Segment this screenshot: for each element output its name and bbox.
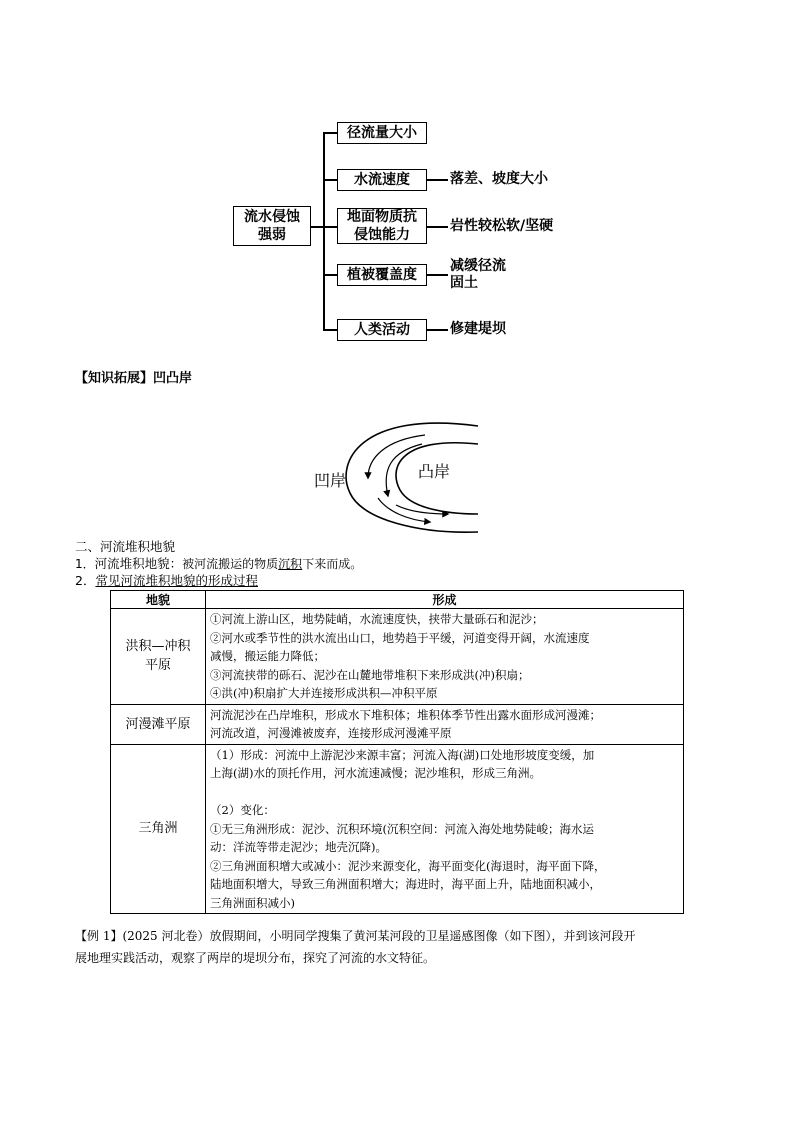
flow-arrow <box>386 444 422 496</box>
connector-line <box>323 179 337 181</box>
formation-table <box>110 590 684 914</box>
formation-line: 动：洋流等带走泥沙；地壳沉降)。 <box>210 840 387 854</box>
table-row <box>111 609 684 705</box>
table-row <box>111 704 684 744</box>
landform-cell <box>111 744 206 914</box>
bank-figure <box>300 408 500 538</box>
convex-label: 凸岸 <box>418 462 451 481</box>
item-underlined: 沉积 <box>278 557 303 571</box>
root-line-1: 流水侵蚀 <box>244 209 300 225</box>
item-number: 2． <box>75 573 96 588</box>
example-question <box>75 925 636 969</box>
factor-box-human <box>337 319 427 341</box>
section-title: 二、河流堆积地貌 <box>75 539 176 554</box>
item-number: 1． <box>75 557 95 571</box>
formation-line: 河流改道，河漫滩被废弃，连接形成河漫滩平原 <box>210 726 452 740</box>
knowledge-heading: 【知识拓展】凹凸岸 <box>75 371 193 386</box>
root-line-2: 强弱 <box>258 227 286 243</box>
formation-line: ④洪(冲)积扇扩大并连接形成洪积—冲积平原 <box>210 686 438 700</box>
landform-name: 河漫滩平原 <box>125 716 191 732</box>
landform-name: 三角洲 <box>138 821 178 837</box>
formation-line: 减慢，搬运能力降低； <box>210 649 325 663</box>
formation-line: ②三角洲面积增大或减小：泥沙来源变化，海平面变化(海退时，海平面下降， <box>210 858 606 873</box>
effect-label: 修建堤坝 <box>450 321 506 337</box>
item-1 <box>75 555 362 573</box>
formation-line: 上海(湖)水的顶托作用，河水流速减慢；泥沙堆积，形成三角洲。 <box>210 766 541 780</box>
item-text: 下来而成。 <box>302 557 363 571</box>
formation-line: 河流泥沙在凸岸堆积，形成水下堆积体；堆积体季节性出露水面形成河漫滩； <box>210 707 601 722</box>
connector-line <box>323 132 325 330</box>
connector-line <box>323 226 337 228</box>
effect-label: 落差、坡度大小 <box>450 171 548 187</box>
formation-line: 陆地面积增大，导致三角洲面积增大；海进时，海平面上升，陆地面积减小， <box>210 877 601 891</box>
connector-line <box>427 226 448 228</box>
factor-box-speed <box>337 169 427 191</box>
effect-speed <box>450 171 548 188</box>
column-header-landform: 地貌 <box>111 591 206 609</box>
effect-label: 岩性较松软/坚硬 <box>450 218 554 234</box>
formation-line <box>210 783 679 802</box>
factor-label: 地面物质抗 <box>347 209 417 225</box>
factor-box-resistance <box>337 208 427 244</box>
factor-label: 人类活动 <box>354 322 410 338</box>
item-text: 被河流搬运的物质 <box>182 557 279 571</box>
table-row <box>111 744 684 914</box>
landform-name: 洪积—冲积 <box>125 639 191 655</box>
effect-resistance <box>450 218 553 235</box>
item-label: 河流堆积地貌： <box>94 556 183 571</box>
effect-human <box>450 321 506 338</box>
landform-name: 平原 <box>144 658 171 674</box>
formation-cell <box>206 704 684 744</box>
factor-label: 水流速度 <box>354 172 410 188</box>
factor-label: 侵蚀能力 <box>354 227 410 243</box>
factor-label: 植被覆盖度 <box>347 267 417 283</box>
effect-label: 减缓径流 <box>450 258 506 274</box>
connector-line <box>323 329 337 331</box>
formation-cell <box>206 609 684 705</box>
formation-line: ①河流上游山区，地势陡峭，水流速度快，挟带大量砾石和泥沙； <box>210 612 544 626</box>
connector-line <box>323 274 337 276</box>
example-line: 展地理实践活动，观察了两岸的堤坝分布，探究了河流的水文特征。 <box>75 951 436 965</box>
effect-vegetation <box>450 258 506 292</box>
table-header-row <box>111 591 684 609</box>
factor-box-vegetation <box>337 264 427 286</box>
landform-cell <box>111 609 206 705</box>
factor-label: 径流量大小 <box>347 125 417 141</box>
river-outer-bank <box>346 423 478 532</box>
concave-label: 凹岸 <box>314 471 347 490</box>
formation-line: （2）变化： <box>210 803 275 817</box>
item-label: 常见河流堆积地貌的形成过程 <box>95 573 258 588</box>
effect-label: 固土 <box>450 275 478 291</box>
formation-line: ②河水或季节性的洪水流出山口，地势趋于平缓，河道变得开阔，水流速度 <box>210 630 590 645</box>
formation-cell <box>206 744 684 914</box>
factor-box-runoff <box>337 122 427 144</box>
formation-line: （1）形成：河流中上游泥沙来源丰富；河流入海(湖)口处地形坡度变缓，加 <box>210 747 595 762</box>
connector-line <box>323 132 337 134</box>
connector-line <box>427 274 448 276</box>
column-header-formation: 形成 <box>206 591 684 609</box>
connector-line <box>427 329 448 331</box>
formation-line: 三角洲面积减小) <box>210 895 295 910</box>
connector-line <box>427 179 448 181</box>
formation-line: ①无三角洲形成：泥沙、沉积环境(沉积空间：河流入海处地势陡峻；海水运 <box>210 821 594 836</box>
flow-arrow <box>378 498 430 522</box>
example-line: 【例 1】(2025 河北卷）放假期间，小明同学搜集了黄河某河段的卫星遥感图像（如下图），并到该河段开 <box>75 929 636 943</box>
formation-line: ③河流挟带的砾石、泥沙在山麓地带堆积下来形成洪(冲)积扇； <box>210 667 530 682</box>
item-2 <box>75 572 258 590</box>
root-box <box>233 206 311 246</box>
landform-cell <box>111 704 206 744</box>
